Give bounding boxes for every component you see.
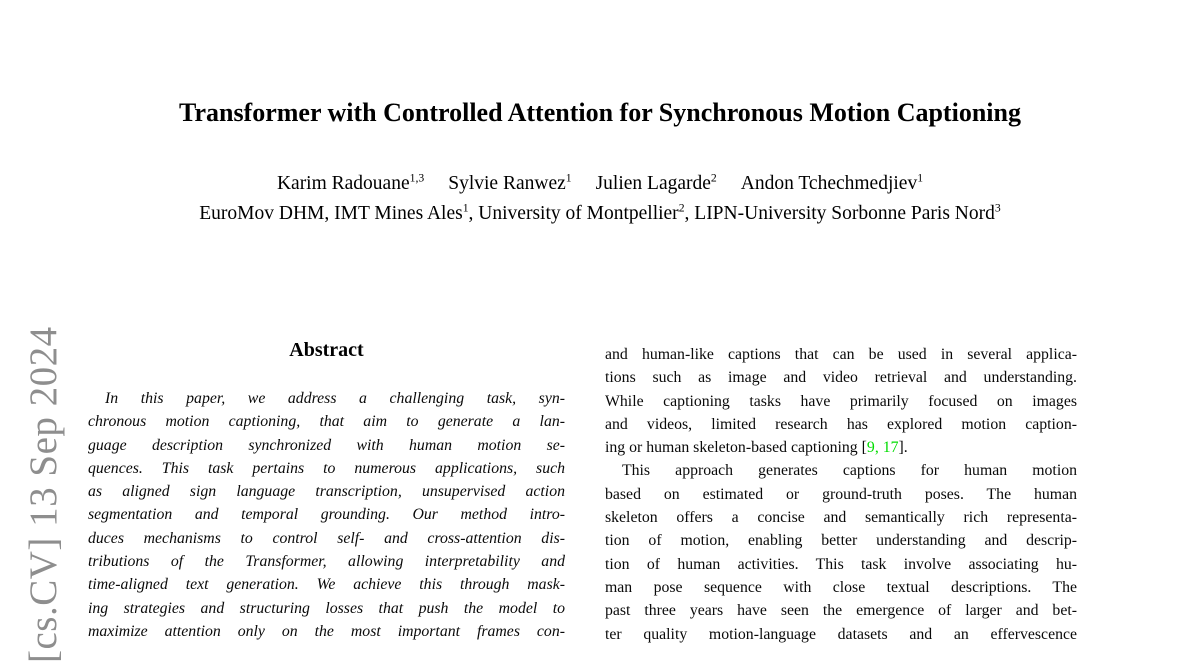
author-line bbox=[0, 173, 1200, 195]
author-name: Andon Tchechmedjiev bbox=[740, 173, 918, 194]
citation-link[interactable]: 9 bbox=[866, 439, 875, 457]
body-line: While captioning tasks have primarily focused on images bbox=[605, 392, 1077, 410]
abstract-line: guage description synchronized with human motion se- bbox=[88, 436, 565, 454]
abstract-line: In this paper, we address a challenging task, syn- bbox=[105, 390, 565, 407]
abstract-line: chronous motion captioning, that aim to generate a lan- bbox=[88, 413, 565, 431]
body-line: tion of human activities. This task involve associating hu- bbox=[605, 555, 1077, 573]
affiliation: , University of Montpellier bbox=[468, 203, 679, 224]
body-text: ]. bbox=[898, 439, 908, 457]
author-name: Sylvie Ranwez bbox=[448, 173, 566, 194]
body-line: and videos, limited research has explored motion caption- bbox=[605, 415, 1077, 433]
abstract-line: maximize attention only on the most important frames con- bbox=[88, 622, 565, 640]
abstract-line: duces mechanisms to control self- and cross-attention dis- bbox=[88, 529, 565, 547]
body-line: tion of motion, enabling better understanding and descrip- bbox=[605, 532, 1077, 550]
abstract-line: quences. This task pertains to numerous applications, such bbox=[88, 459, 565, 477]
left-column bbox=[88, 338, 565, 643]
author-name: Karim Radouane bbox=[276, 173, 410, 194]
author bbox=[741, 173, 923, 195]
citation-link[interactable]: 17 bbox=[882, 439, 899, 457]
author bbox=[448, 173, 571, 195]
abstract-line: ing strategies and structuring losses that push the model to bbox=[88, 599, 565, 617]
author-affiliation-sup: 2 bbox=[710, 171, 717, 185]
paper-title: Transformer with Controlled Attention for Synchronous Motion Captioning bbox=[179, 98, 1021, 127]
abstract-line: as aligned sign language transcription, unsupervised action bbox=[88, 483, 565, 501]
author bbox=[596, 173, 717, 195]
body-line: past three years have seen the emergence of larger and bet- bbox=[605, 602, 1077, 620]
abstract-body bbox=[88, 387, 565, 643]
affiliation: EuroMov DHM, IMT Mines Ales bbox=[199, 203, 463, 224]
affiliation: , LIPN-University Sorbonne Paris Nord bbox=[684, 203, 995, 224]
abstract-line: time-aligned text generation. We achieve this through mask- bbox=[88, 576, 565, 594]
arxiv-watermark-label: [cs.CV] 13 Sep 2024 bbox=[22, 326, 65, 663]
author-affiliation-sup: 1 bbox=[565, 171, 572, 185]
abstract-heading: Abstract bbox=[289, 339, 364, 361]
author-affiliation-sup: 1 bbox=[917, 171, 924, 185]
affiliation-line bbox=[0, 203, 1200, 225]
right-column bbox=[605, 343, 1077, 646]
abstract-line: segmentation and temporal grounding. Our method intro- bbox=[88, 506, 565, 524]
affiliation-sup: 2 bbox=[678, 201, 685, 215]
body-line: man pose sequence with close textual descriptions. The bbox=[605, 578, 1077, 596]
author-affiliation-sup: 1,3 bbox=[409, 171, 425, 185]
body-line: ter quality motion-language datasets and an effervescence bbox=[605, 625, 1077, 643]
abstract-line: tributions of the Transformer, allowing interpretability and bbox=[88, 553, 565, 571]
body-line: tions such as image and video retrieval and understanding. bbox=[605, 369, 1077, 387]
body-line: and human-like captions that can be used in several applica- bbox=[605, 346, 1077, 363]
author bbox=[277, 173, 424, 195]
author-name: Julien Lagarde bbox=[595, 173, 711, 194]
affiliation-sup: 3 bbox=[994, 201, 1001, 215]
body-line: skeleton offers a concise and semantically rich representa- bbox=[605, 509, 1077, 527]
body-line-with-citation bbox=[605, 436, 1077, 459]
body-text: ing or human skeleton-based captioning [ bbox=[605, 439, 867, 457]
affiliation-sup: 1 bbox=[462, 201, 469, 215]
body-line: based on estimated or ground-truth poses. The human bbox=[605, 485, 1077, 503]
body-line: This approach generates captions for human motion bbox=[622, 462, 1077, 480]
citation-separator: , bbox=[874, 439, 883, 457]
